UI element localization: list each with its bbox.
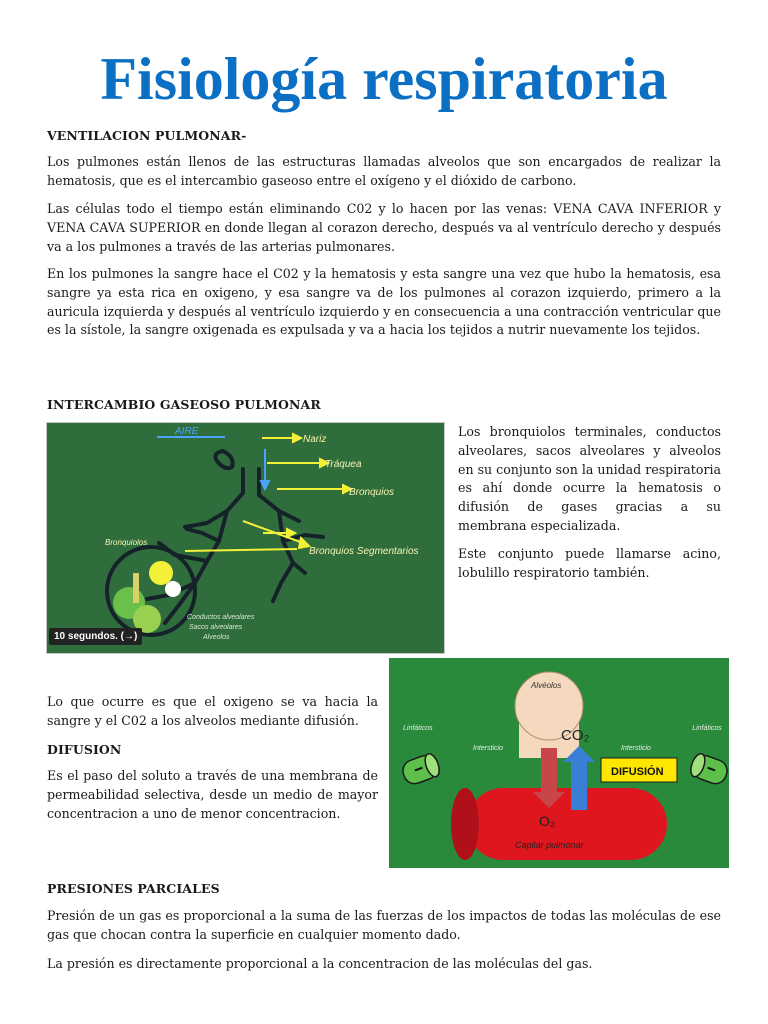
label-bronquios: Bronquios — [349, 487, 395, 498]
bronchiole-zoom — [105, 538, 195, 635]
paragraph-presiones-2: La presión es directamente proporcional a la concentracion de las moléculas del gas. — [47, 956, 593, 971]
respiratory-tree-figure — [46, 422, 445, 654]
label-linfaticos-left: Linfáticos — [403, 725, 433, 732]
label-intersticio-right: Intersticio — [621, 745, 651, 752]
paragraph-intercambio-1: Los bronquiolos terminales, conductos alveolares, sacos alveolares y alveolos en su conjunto son la unidad respiratoria es ahí donde ocurre la hematosis o difusión de gases gracias a su membrana especializada. — [458, 424, 721, 533]
label-bronquiolos: Bronquiolos — [105, 538, 148, 547]
label-intersticio-left: Intersticio — [473, 745, 503, 752]
label-capilar: Capilar pulmonar — [515, 840, 584, 850]
page-title: Fisiología respiratoria — [100, 46, 668, 112]
label-bronquios-segmentarios: Bronquios Segmentarios — [309, 546, 419, 557]
label-alveolos: Alvéolos — [531, 681, 562, 690]
label-sacos: Sacos alveolares — [189, 624, 243, 631]
paragraph-difusion-1: Es el paso del soluto a través de una membrana de permeabilidad selectiva, desde un medio de mayor concentracion a uno de menor concentracion. — [47, 768, 378, 821]
section-heading-ventilacion: VENTILACION PULMONAR- — [47, 128, 247, 143]
label-traquea: Tráquea — [325, 459, 362, 470]
diffusion-figure — [389, 658, 729, 868]
video-caption: 10 segundos. (→) — [49, 628, 142, 645]
paragraph-presiones-1: Presión de un gas es proporcional a la suma de las fuerzas de los impactos de todas las moléculas de ese gas que chocan contra la superficie en cualquier momento dado. — [47, 908, 721, 942]
label-co2: CO₂ — [561, 727, 590, 744]
label-o2: O₂ — [539, 813, 556, 829]
paragraph-ventilacion-3: En los pulmones la sangre hace el C02 y la hematosis y esta sangre una vez que hubo la hematosis, esa sangre ya esta rica en oxigeno, y esa sangre va de los pulmones al corazon izquierdo, primero a la auricula izquierda y después al ventrículo izquierdo y en consecuencia a una contracción ventricular que es la sístole, la sangre oxigenada es expulsada y va a hacia los tejidos a nutrir nuevamente los tejidos. — [47, 266, 721, 338]
label-difusion: DIFUSIÓN — [611, 766, 664, 778]
label-nariz: Nariz — [303, 434, 327, 445]
label-conductos: Conductos alveolares — [187, 614, 255, 621]
paragraph-ventilacion-2: Las células todo el tiempo están eliminando C02 y lo hacen por las venas: VENA CAVA INFERIOR y VENA CAVA SUPERIOR en donde llegan al corazon derecho, después va al ventrículo derecho y después va a los pulmones a través de las arterias pulmonares. — [47, 201, 721, 254]
label-alveolos-small: Alveolos — [203, 634, 230, 641]
label-aire: AIRE — [175, 426, 199, 437]
section-heading-difusion: DIFUSION — [47, 742, 122, 757]
label-linfaticos-right: Linfáticos — [692, 725, 722, 732]
paragraph-ventilacion-1: Los pulmones están llenos de las estructuras llamadas alveolos que son encargados de realizar la hematosis, que es el intercambio gaseoso entre el oxígeno y el dióxido de carbono. — [47, 154, 721, 188]
paragraph-intercambio-2: Este conjunto puede llamarse acino, lobulillo respiratorio también. — [458, 546, 721, 580]
section-heading-presiones: PRESIONES PARCIALES — [47, 881, 220, 896]
paragraph-intercambio-3: Lo que ocurre es que el oxigeno se va hacia la sangre y el C02 a los alveolos mediante difusión. — [47, 694, 378, 728]
section-heading-intercambio: INTERCAMBIO GASEOSO PULMONAR — [47, 397, 321, 412]
